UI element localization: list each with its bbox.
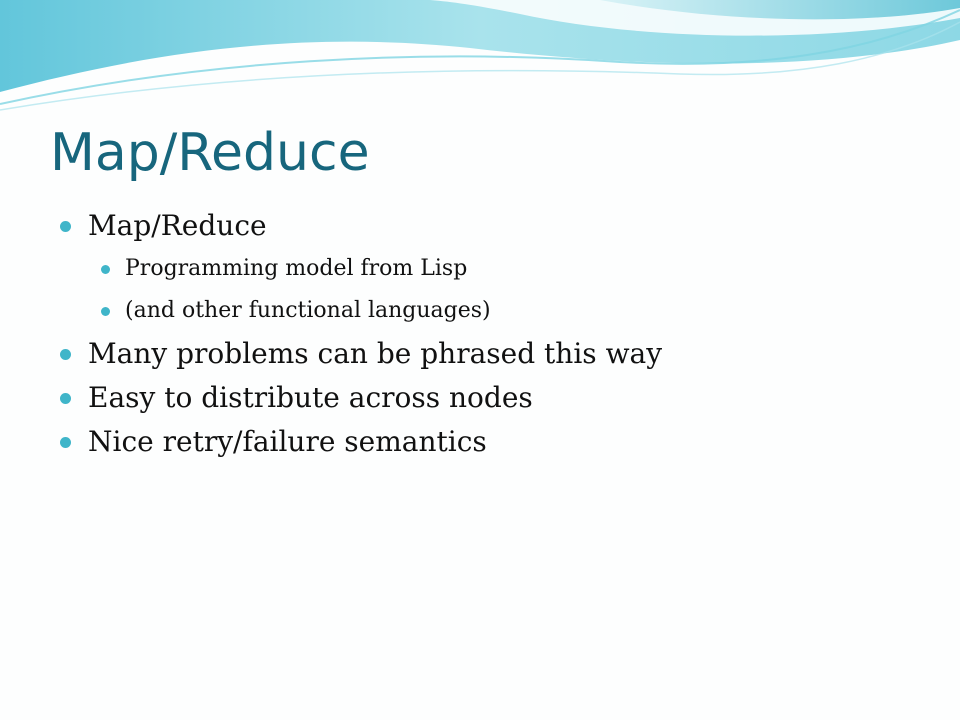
bullet-text: Map/Reduce bbox=[88, 209, 267, 242]
bullet-dot-icon bbox=[60, 437, 71, 448]
bullet-list bbox=[60, 204, 930, 464]
sub-bullet-item bbox=[60, 290, 930, 332]
bullet-text: Nice retry/failure semantics bbox=[88, 425, 487, 458]
bullet-item bbox=[60, 420, 930, 464]
header-wave-decoration bbox=[0, 0, 960, 120]
sub-bullet-text: Programming model from Lisp bbox=[125, 256, 468, 281]
bullet-item bbox=[60, 332, 930, 376]
bullet-dot-icon bbox=[60, 393, 71, 404]
bullet-text: Many problems can be phrased this way bbox=[88, 337, 663, 370]
slide-title: Map/Reduce bbox=[50, 123, 370, 183]
sub-bullet-item bbox=[60, 248, 930, 290]
bullet-item bbox=[60, 204, 930, 248]
bullet-dot-icon bbox=[101, 265, 110, 274]
bullet-dot-icon bbox=[60, 349, 71, 360]
bullet-item bbox=[60, 376, 930, 420]
bullet-dot-icon bbox=[60, 221, 71, 232]
bullet-text: Easy to distribute across nodes bbox=[88, 381, 533, 414]
sub-bullet-text: (and other functional languages) bbox=[125, 298, 491, 323]
bullet-dot-icon bbox=[101, 307, 110, 316]
